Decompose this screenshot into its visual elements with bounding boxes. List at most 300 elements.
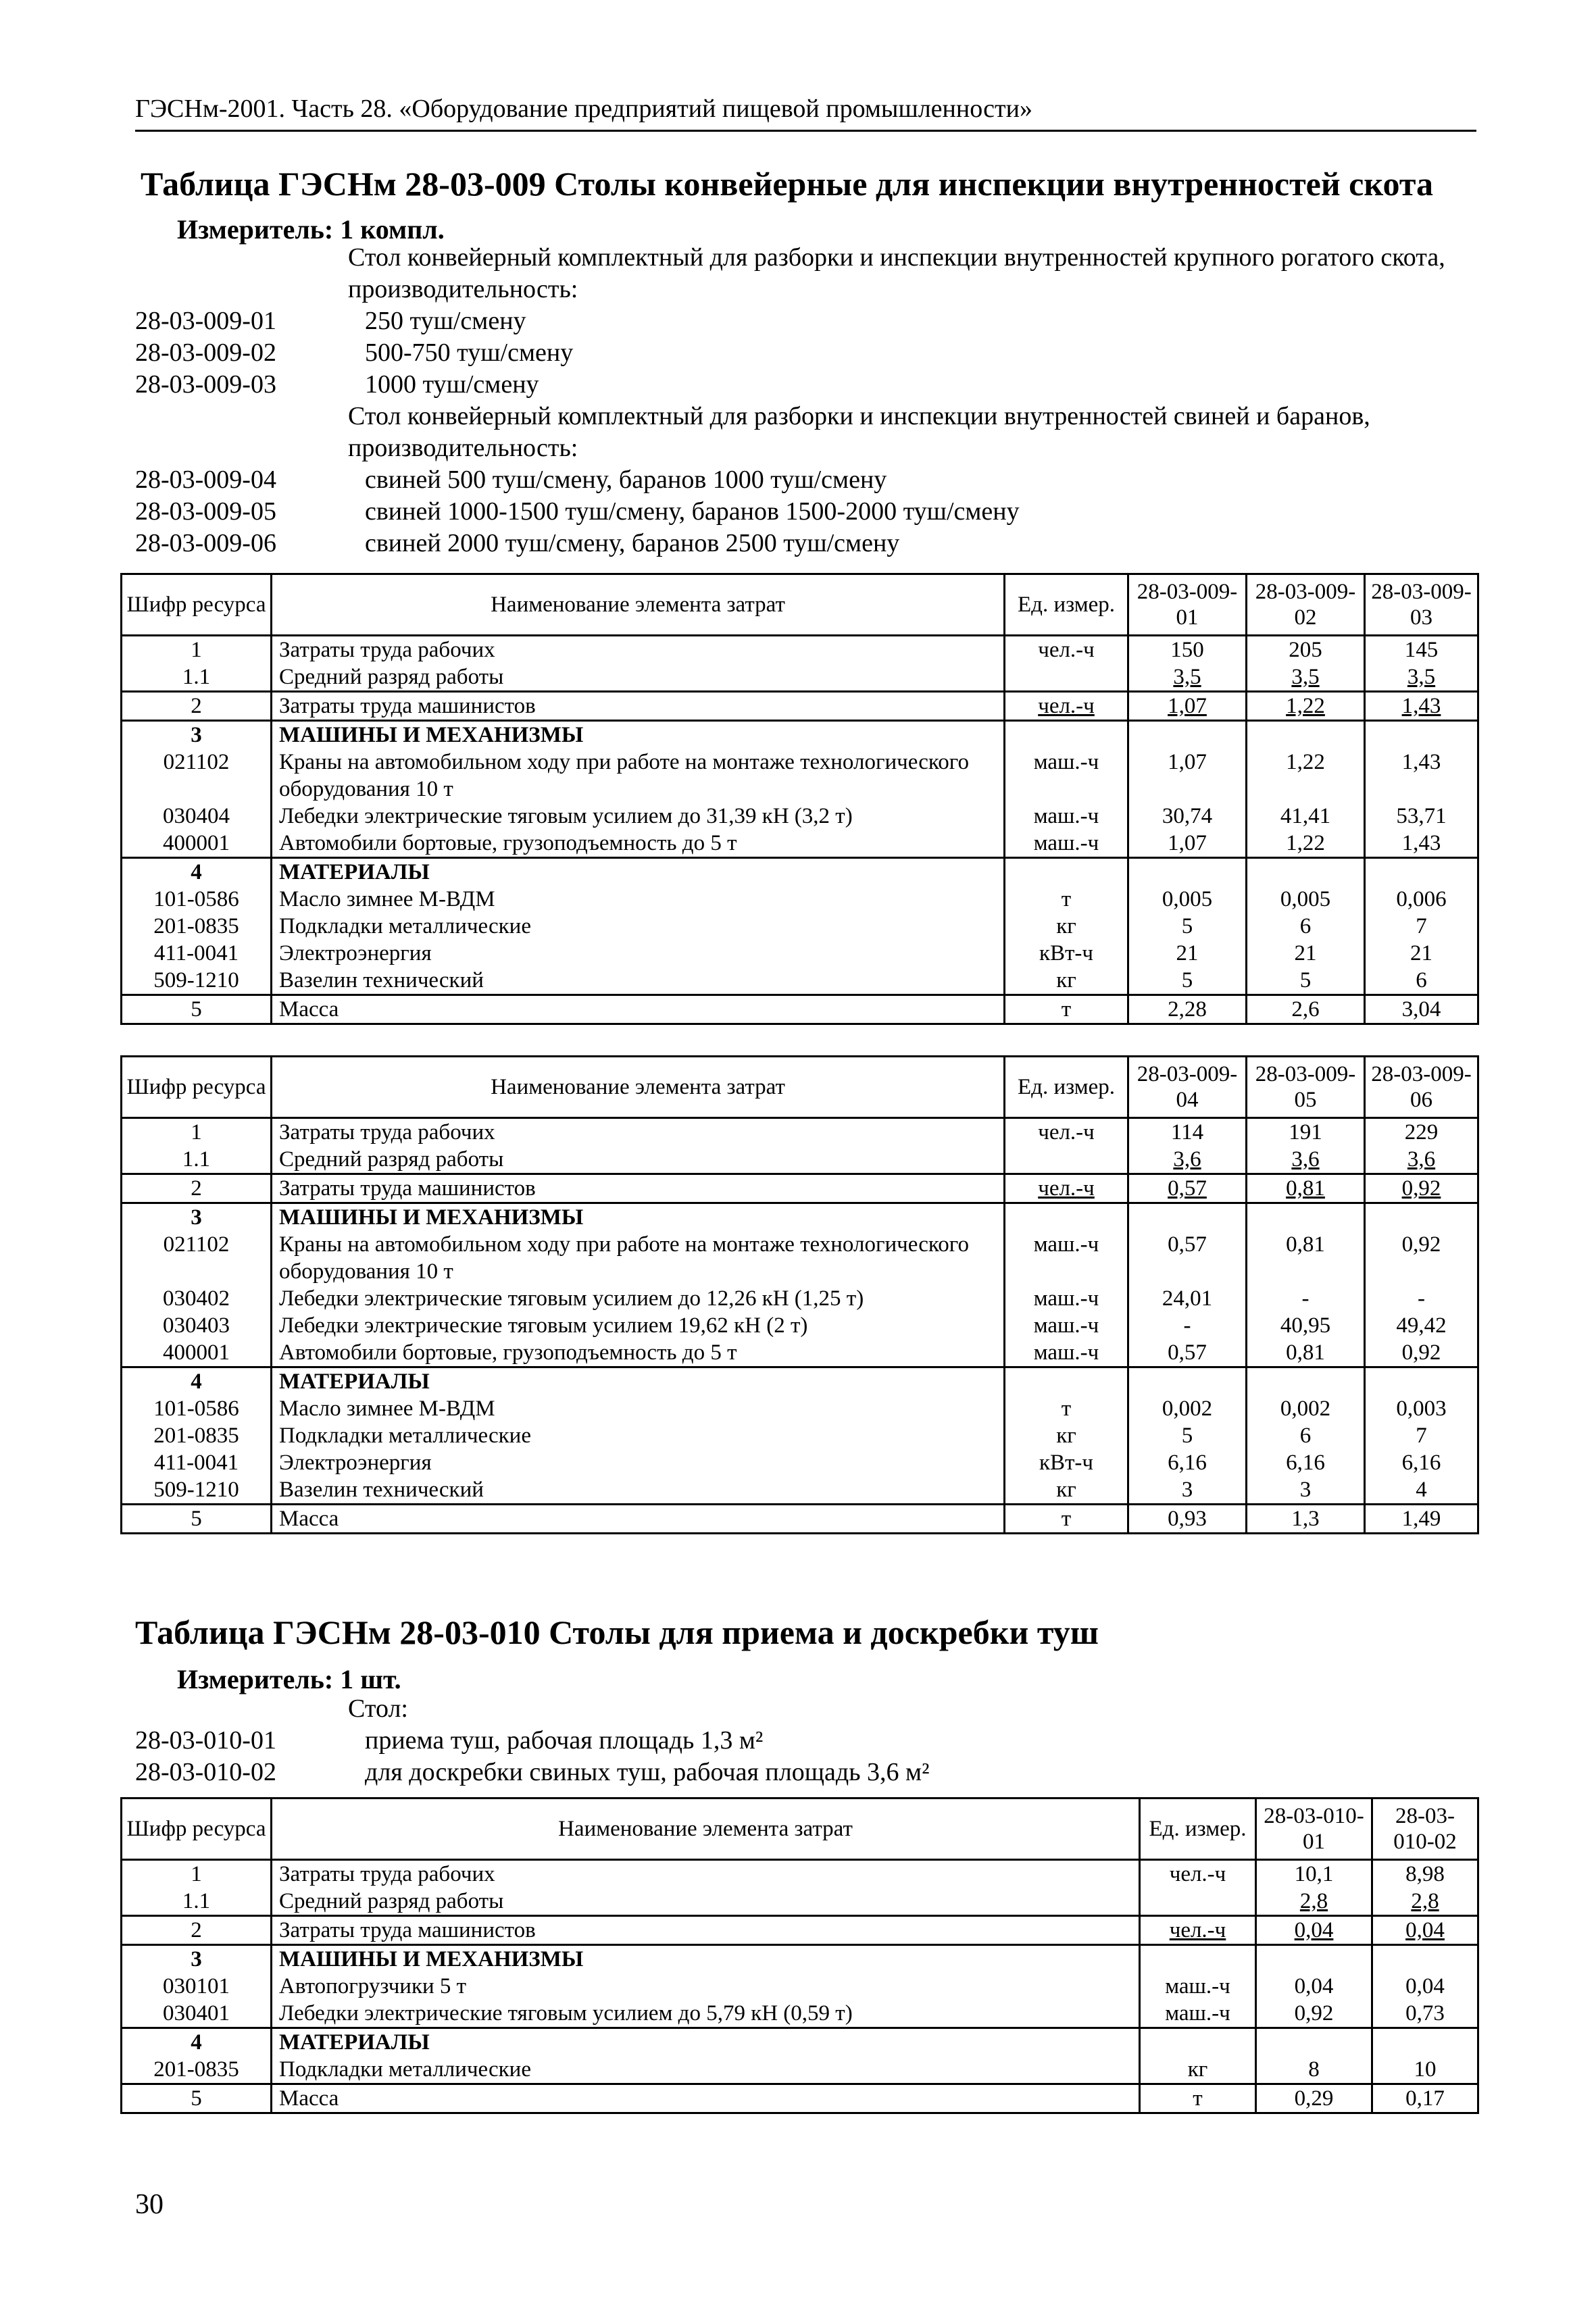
cell-resource-code: 101-0586: [122, 1395, 272, 1422]
cell-value: 145: [1365, 636, 1478, 664]
description-row: [135, 1757, 1480, 1788]
table-header-row: [122, 1799, 1478, 1860]
table-row: [122, 858, 1478, 886]
cell-unit: маш.-ч: [1005, 1339, 1128, 1367]
description-row: [135, 337, 1480, 369]
cell-resource-code: 3: [122, 1945, 272, 1973]
norm-code: 28-03-009-06: [135, 529, 276, 557]
cell-value: [1365, 1367, 1478, 1396]
cell-resource-code: 400001: [122, 830, 272, 858]
table-row: [122, 803, 1478, 830]
cell-value: [1256, 2028, 1372, 2057]
cell-unit: чел.-ч: [1140, 1916, 1256, 1945]
cell-unit: маш.-ч: [1005, 830, 1128, 858]
cell-unit: чел.-ч: [1005, 692, 1128, 721]
cell-value: 0,002: [1247, 1395, 1365, 1422]
header-code: Шифр ресурса: [122, 1799, 272, 1860]
cell-value: 21: [1365, 940, 1478, 967]
cell-value: 1,07: [1128, 830, 1247, 858]
norm-description: для доскребки свиных туш, рабочая площадь 3,6 м²: [365, 1758, 930, 1786]
cell-cost-element: Вазелин технический: [272, 1476, 1005, 1505]
cell-unit: кг: [1140, 2056, 1256, 2084]
table-row: [122, 1285, 1478, 1312]
header-norm-code: 28-03-009-05: [1247, 1057, 1365, 1118]
description-row: [135, 1725, 1480, 1757]
table-row: [122, 749, 1478, 803]
description-row: [135, 369, 1480, 401]
cell-value: 0,005: [1247, 886, 1365, 913]
cell-cost-element: Затраты труда рабочих: [272, 636, 1005, 664]
cell-value: 0,81: [1247, 1231, 1365, 1285]
header-norm-code: 28-03-009-04: [1128, 1057, 1247, 1118]
cell-unit: маш.-ч: [1005, 1231, 1128, 1285]
cell-value: 1,22: [1247, 749, 1365, 803]
cell-value: 2,8: [1372, 1888, 1478, 1916]
cell-unit: кг: [1005, 913, 1128, 940]
table-row: [122, 1476, 1478, 1505]
cell-value: 0,005: [1128, 886, 1247, 913]
header-name: Наименование элемента затрат: [272, 574, 1005, 636]
cell-resource-code: 201-0835: [122, 913, 272, 940]
cell-resource-code: 5: [122, 1505, 272, 1534]
cell-value: 3: [1247, 1476, 1365, 1505]
cell-value: 0,92: [1256, 2000, 1372, 2028]
description-row: [135, 1693, 1480, 1725]
cell-unit: маш.-ч: [1005, 749, 1128, 803]
cell-resource-code: 030403: [122, 1312, 272, 1339]
cell-resource-code: 509-1210: [122, 1476, 272, 1505]
cell-value: 0,92: [1365, 1174, 1478, 1203]
cell-unit: [1005, 1146, 1128, 1174]
cell-value: 0,57: [1128, 1231, 1247, 1285]
norm-code: 28-03-009-05: [135, 497, 276, 526]
cell-cost-element: Электроэнергия: [272, 1449, 1005, 1476]
cell-value: 0,57: [1128, 1174, 1247, 1203]
cell-unit: маш.-ч: [1005, 1285, 1128, 1312]
norm-description: свиней 1000-1500 туш/смену, баранов 1500-2000 туш/смену: [365, 497, 1020, 526]
resource-table-009-a: [120, 573, 1479, 1025]
table-row: [122, 692, 1478, 721]
cell-cost-element: Масло зимнее М-ВДМ: [272, 1395, 1005, 1422]
table-header-row: [122, 1057, 1478, 1118]
table-row: [122, 1367, 1478, 1396]
cell-value: 150: [1128, 636, 1247, 664]
cell-value: 4: [1365, 1476, 1478, 1505]
norm-description: Стол:: [348, 1694, 408, 1723]
cell-cost-element: Лебедки электрические тяговым усилием до 12,26 кН (1,25 т): [272, 1285, 1005, 1312]
header-norm-code: 28-03-009-03: [1365, 574, 1478, 636]
norm-description: 250 туш/смену: [365, 307, 526, 335]
table-row: [122, 1449, 1478, 1476]
cell-value: 0,002: [1128, 1395, 1247, 1422]
table-row: [122, 1231, 1478, 1285]
cell-value: 6: [1247, 1422, 1365, 1449]
table-row: [122, 886, 1478, 913]
norm-description: 500-750 туш/смену: [365, 338, 574, 367]
cell-value: 205: [1247, 636, 1365, 664]
cell-resource-code: 021102: [122, 1231, 272, 1285]
cell-cost-element: Затраты труда машинистов: [272, 1174, 1005, 1203]
cell-resource-code: 2: [122, 692, 272, 721]
cell-value: 1,43: [1365, 749, 1478, 803]
cell-value: -: [1247, 1285, 1365, 1312]
cell-value: 0,17: [1372, 2084, 1478, 2113]
cell-value: 6,16: [1365, 1449, 1478, 1476]
cell-cost-element: Затраты труда машинистов: [272, 692, 1005, 721]
cell-cost-element: МАТЕРИАЛЫ: [272, 858, 1005, 886]
cell-value: 2,8: [1256, 1888, 1372, 1916]
table-row: [122, 1118, 1478, 1147]
cell-resource-code: 1.1: [122, 1146, 272, 1174]
cell-value: 7: [1365, 1422, 1478, 1449]
norm-code: 28-03-009-04: [135, 466, 276, 494]
cell-value: 1,49: [1365, 1505, 1478, 1534]
norm-code: 28-03-009-02: [135, 338, 276, 367]
header-unit: Ед. измер.: [1140, 1799, 1256, 1860]
cell-unit: маш.-ч: [1005, 1312, 1128, 1339]
cell-value: 0,92: [1365, 1339, 1478, 1367]
cell-value: 5: [1128, 1422, 1247, 1449]
cell-cost-element: Вазелин технический: [272, 967, 1005, 995]
cell-value: 0,93: [1128, 1505, 1247, 1534]
table-row: [122, 1395, 1478, 1422]
table-row: [122, 1916, 1478, 1945]
cell-cost-element: Краны на автомобильном ходу при работе на монтаже технологического оборудования 10 т: [272, 749, 1005, 803]
table-row: [122, 1339, 1478, 1367]
cell-unit: т: [1005, 1395, 1128, 1422]
cell-value: 0,29: [1256, 2084, 1372, 2113]
norm-code: 28-03-009-01: [135, 307, 276, 335]
cell-value: 114: [1128, 1118, 1247, 1147]
cell-value: 53,71: [1365, 803, 1478, 830]
header-unit: Ед. измер.: [1005, 574, 1128, 636]
table-row: [122, 636, 1478, 664]
cell-resource-code: 3: [122, 1203, 272, 1232]
table-row: [122, 967, 1478, 995]
cell-value: 3,6: [1365, 1146, 1478, 1174]
cell-unit: маш.-ч: [1140, 1973, 1256, 2000]
header-code: Шифр ресурса: [122, 1057, 272, 1118]
cell-value: [1365, 858, 1478, 886]
resource-table-010: [120, 1797, 1479, 2114]
cell-resource-code: 1: [122, 636, 272, 664]
table-row: [122, 1422, 1478, 1449]
cell-value: 229: [1365, 1118, 1478, 1147]
norm-description: свиней 500 туш/смену, баранов 1000 туш/смену: [365, 466, 887, 494]
section1-title: Таблица ГЭСНм 28-03-009 Столы конвейерные для инспекции внутренностей скота: [141, 165, 1434, 203]
cell-resource-code: 101-0586: [122, 886, 272, 913]
cell-resource-code: 2: [122, 1916, 272, 1945]
section2-measure: Измеритель: 1 шт.: [177, 1664, 401, 1694]
cell-cost-element: Автомобили бортовые, грузоподъемность до 5 т: [272, 830, 1005, 858]
cell-value: 2,28: [1128, 995, 1247, 1024]
table-row: [122, 995, 1478, 1024]
cell-value: 8,98: [1372, 1860, 1478, 1888]
cell-cost-element: МАТЕРИАЛЫ: [272, 1367, 1005, 1396]
cell-cost-element: Подкладки металлические: [272, 2056, 1140, 2084]
cell-value: 3,5: [1365, 663, 1478, 692]
norm-code: 28-03-010-02: [135, 1758, 276, 1786]
cell-resource-code: 1.1: [122, 663, 272, 692]
cell-resource-code: 1.1: [122, 1888, 272, 1916]
cell-unit: [1005, 858, 1128, 886]
table-row: [122, 1174, 1478, 1203]
cell-value: 0,81: [1247, 1339, 1365, 1367]
cell-cost-element: Затраты труда рабочих: [272, 1118, 1005, 1147]
cell-value: 6,16: [1247, 1449, 1365, 1476]
cell-cost-element: Средний разряд работы: [272, 663, 1005, 692]
cell-cost-element: МАШИНЫ И МЕХАНИЗМЫ: [272, 1945, 1140, 1973]
cell-value: [1128, 858, 1247, 886]
cell-value: 1,3: [1247, 1505, 1365, 1534]
cell-value: 0,81: [1247, 1174, 1365, 1203]
cell-value: 21: [1128, 940, 1247, 967]
cell-value: 3,6: [1247, 1146, 1365, 1174]
cell-unit: [1005, 721, 1128, 749]
cell-unit: т: [1005, 1505, 1128, 1534]
cell-cost-element: Лебедки электрические тяговым усилием до 31,39 кН (3,2 т): [272, 803, 1005, 830]
cell-unit: [1140, 1945, 1256, 1973]
section2-description: [135, 1693, 1480, 1788]
cell-value: [1256, 1945, 1372, 1973]
cell-resource-code: 030401: [122, 2000, 272, 2028]
cell-unit: [1005, 1367, 1128, 1396]
table-row: [122, 830, 1478, 858]
cell-value: 1,07: [1128, 692, 1247, 721]
cell-unit: [1140, 2028, 1256, 2057]
cell-value: 1,43: [1365, 830, 1478, 858]
cell-value: 10: [1372, 2056, 1478, 2084]
cell-unit: чел.-ч: [1005, 1174, 1128, 1203]
cell-cost-element: Краны на автомобильном ходу при работе на монтаже технологического оборудования 10 т: [272, 1231, 1005, 1285]
norm-description: 1000 туш/смену: [365, 370, 539, 399]
cell-cost-element: Средний разряд работы: [272, 1146, 1005, 1174]
cell-value: 191: [1247, 1118, 1365, 1147]
norm-description: Стол конвейерный комплектный для разборки и инспекции внутренностей свиней и баранов, производительность:: [348, 402, 1370, 462]
cell-cost-element: Средний разряд работы: [272, 1888, 1140, 1916]
cell-value: 0,006: [1365, 886, 1478, 913]
header-unit: Ед. измер.: [1005, 1057, 1128, 1118]
cell-cost-element: Затраты труда рабочих: [272, 1860, 1140, 1888]
cell-value: [1247, 721, 1365, 749]
cell-value: 0,003: [1365, 1395, 1478, 1422]
cell-value: 1,43: [1365, 692, 1478, 721]
cell-value: [1128, 1203, 1247, 1232]
cell-value: [1247, 858, 1365, 886]
cell-resource-code: 201-0835: [122, 2056, 272, 2084]
cell-cost-element: Лебедки электрические тяговым усилием 19,62 кН (2 т): [272, 1312, 1005, 1339]
cell-cost-element: Затраты труда машинистов: [272, 1916, 1140, 1945]
running-header: ГЭСНм-2001. Часть 28. «Оборудование предприятий пищевой промышленности»: [135, 93, 1476, 132]
cell-value: [1247, 1203, 1365, 1232]
cell-value: 40,95: [1247, 1312, 1365, 1339]
table-row: [122, 1146, 1478, 1174]
cell-resource-code: 2: [122, 1174, 272, 1203]
header-name: Наименование элемента затрат: [272, 1799, 1140, 1860]
cell-resource-code: 021102: [122, 749, 272, 803]
table-row: [122, 2028, 1478, 2057]
section1-measure: Измеритель: 1 компл.: [177, 214, 445, 245]
cell-cost-element: Масло зимнее М-ВДМ: [272, 886, 1005, 913]
table-row: [122, 1973, 1478, 2000]
section1-description: [135, 242, 1480, 559]
table-row: [122, 721, 1478, 749]
cell-value: [1128, 1367, 1247, 1396]
cell-unit: кг: [1005, 1422, 1128, 1449]
cell-resource-code: 411-0041: [122, 1449, 272, 1476]
description-row: [135, 496, 1480, 528]
cell-value: 0,92: [1365, 1231, 1478, 1285]
table-row: [122, 1312, 1478, 1339]
cell-unit: т: [1005, 886, 1128, 913]
cell-unit: [1140, 1888, 1256, 1916]
cell-resource-code: 411-0041: [122, 940, 272, 967]
norm-code: 28-03-010-01: [135, 1726, 276, 1755]
cell-cost-element: Масса: [272, 1505, 1005, 1534]
table-header-row: [122, 574, 1478, 636]
description-row: [135, 464, 1480, 496]
header-name: Наименование элемента затрат: [272, 1057, 1005, 1118]
cell-resource-code: 4: [122, 2028, 272, 2057]
cell-unit: маш.-ч: [1140, 2000, 1256, 2028]
cell-cost-element: Автомобили бортовые, грузоподъемность до 5 т: [272, 1339, 1005, 1367]
table-row: [122, 1945, 1478, 1973]
cell-resource-code: 030101: [122, 1973, 272, 2000]
table-row: [122, 1860, 1478, 1888]
cell-value: [1365, 721, 1478, 749]
cell-value: 1,22: [1247, 830, 1365, 858]
cell-unit: маш.-ч: [1005, 803, 1128, 830]
cell-resource-code: 4: [122, 858, 272, 886]
cell-resource-code: 5: [122, 2084, 272, 2113]
cell-unit: кг: [1005, 967, 1128, 995]
cell-value: 8: [1256, 2056, 1372, 2084]
cell-resource-code: 4: [122, 1367, 272, 1396]
cell-value: 5: [1247, 967, 1365, 995]
cell-value: -: [1365, 1285, 1478, 1312]
table-row: [122, 1203, 1478, 1232]
cell-value: 5: [1128, 913, 1247, 940]
cell-unit: чел.-ч: [1005, 636, 1128, 664]
cell-cost-element: Масса: [272, 2084, 1140, 2113]
norm-description: свиней 2000 туш/смену, баранов 2500 туш/смену: [365, 529, 900, 557]
description-row: [135, 528, 1480, 559]
cell-value: 3,04: [1365, 995, 1478, 1024]
cell-value: 7: [1365, 913, 1478, 940]
description-row: [135, 242, 1480, 305]
cell-cost-element: МАШИНЫ И МЕХАНИЗМЫ: [272, 721, 1005, 749]
table-row: [122, 2056, 1478, 2084]
cell-value: [1365, 1203, 1478, 1232]
cell-cost-element: Лебедки электрические тяговым усилием до 5,79 кН (0,59 т): [272, 2000, 1140, 2028]
cell-cost-element: Электроэнергия: [272, 940, 1005, 967]
cell-value: 1,22: [1247, 692, 1365, 721]
cell-resource-code: 1: [122, 1860, 272, 1888]
cell-value: 0,04: [1372, 1973, 1478, 2000]
cell-resource-code: 509-1210: [122, 967, 272, 995]
cell-value: 0,04: [1256, 1973, 1372, 2000]
norm-description: приема туш, рабочая площадь 1,3 м²: [365, 1726, 764, 1755]
table-row: [122, 1888, 1478, 1916]
description-row: [135, 305, 1480, 337]
cell-resource-code: 201-0835: [122, 1422, 272, 1449]
cell-value: 3: [1128, 1476, 1247, 1505]
cell-cost-element: МАТЕРИАЛЫ: [272, 2028, 1140, 2057]
cell-value: 0,73: [1372, 2000, 1478, 2028]
cell-resource-code: 400001: [122, 1339, 272, 1367]
cell-unit: кВт-ч: [1005, 1449, 1128, 1476]
header-norm-code: 28-03-010-02: [1372, 1799, 1478, 1860]
cell-value: 6: [1247, 913, 1365, 940]
norm-description: Стол конвейерный комплектный для разборки и инспекции внутренностей крупного рогатого скота, производительность:: [348, 243, 1445, 303]
cell-value: 0,57: [1128, 1339, 1247, 1367]
table-row: [122, 913, 1478, 940]
cell-cost-element: Автопогрузчики 5 т: [272, 1973, 1140, 2000]
cell-value: 5: [1128, 967, 1247, 995]
cell-value: 24,01: [1128, 1285, 1247, 1312]
cell-unit: чел.-ч: [1005, 1118, 1128, 1147]
cell-value: 21: [1247, 940, 1365, 967]
header-code: Шифр ресурса: [122, 574, 272, 636]
cell-value: [1372, 1945, 1478, 1973]
cell-unit: кг: [1005, 1476, 1128, 1505]
cell-resource-code: 3: [122, 721, 272, 749]
cell-value: 30,74: [1128, 803, 1247, 830]
cell-value: [1128, 721, 1247, 749]
table-row: [122, 663, 1478, 692]
cell-cost-element: Масса: [272, 995, 1005, 1024]
cell-resource-code: 1: [122, 1118, 272, 1147]
cell-value: 49,42: [1365, 1312, 1478, 1339]
cell-value: 6,16: [1128, 1449, 1247, 1476]
cell-unit: т: [1005, 995, 1128, 1024]
cell-unit: [1005, 663, 1128, 692]
header-norm-code: 28-03-010-01: [1256, 1799, 1372, 1860]
cell-unit: [1005, 1203, 1128, 1232]
table-row: [122, 2084, 1478, 2113]
cell-value: 41,41: [1247, 803, 1365, 830]
table-row: [122, 940, 1478, 967]
cell-resource-code: 5: [122, 995, 272, 1024]
cell-value: 3,6: [1128, 1146, 1247, 1174]
cell-cost-element: МАШИНЫ И МЕХАНИЗМЫ: [272, 1203, 1005, 1232]
section2-title: Таблица ГЭСНм 28-03-010 Столы для приема и доскребки туш: [135, 1613, 1099, 1651]
header-norm-code: 28-03-009-01: [1128, 574, 1247, 636]
cell-unit: т: [1140, 2084, 1256, 2113]
cell-value: 3,5: [1247, 663, 1365, 692]
cell-cost-element: Подкладки металлические: [272, 913, 1005, 940]
cell-unit: кВт-ч: [1005, 940, 1128, 967]
norm-code: 28-03-009-03: [135, 370, 276, 399]
page-number: 30: [135, 2189, 164, 2220]
resource-table-009-b: [120, 1055, 1479, 1534]
cell-value: 10,1: [1256, 1860, 1372, 1888]
cell-value: 3,5: [1128, 663, 1247, 692]
cell-cost-element: Подкладки металлические: [272, 1422, 1005, 1449]
cell-value: 0,04: [1256, 1916, 1372, 1945]
cell-value: 1,07: [1128, 749, 1247, 803]
header-norm-code: 28-03-009-02: [1247, 574, 1365, 636]
cell-unit: чел.-ч: [1140, 1860, 1256, 1888]
table-row: [122, 2000, 1478, 2028]
description-row: [135, 401, 1480, 464]
cell-value: -: [1128, 1312, 1247, 1339]
table-row: [122, 1505, 1478, 1534]
cell-value: 0,04: [1372, 1916, 1478, 1945]
cell-value: [1247, 1367, 1365, 1396]
cell-resource-code: 030402: [122, 1285, 272, 1312]
cell-resource-code: 030404: [122, 803, 272, 830]
